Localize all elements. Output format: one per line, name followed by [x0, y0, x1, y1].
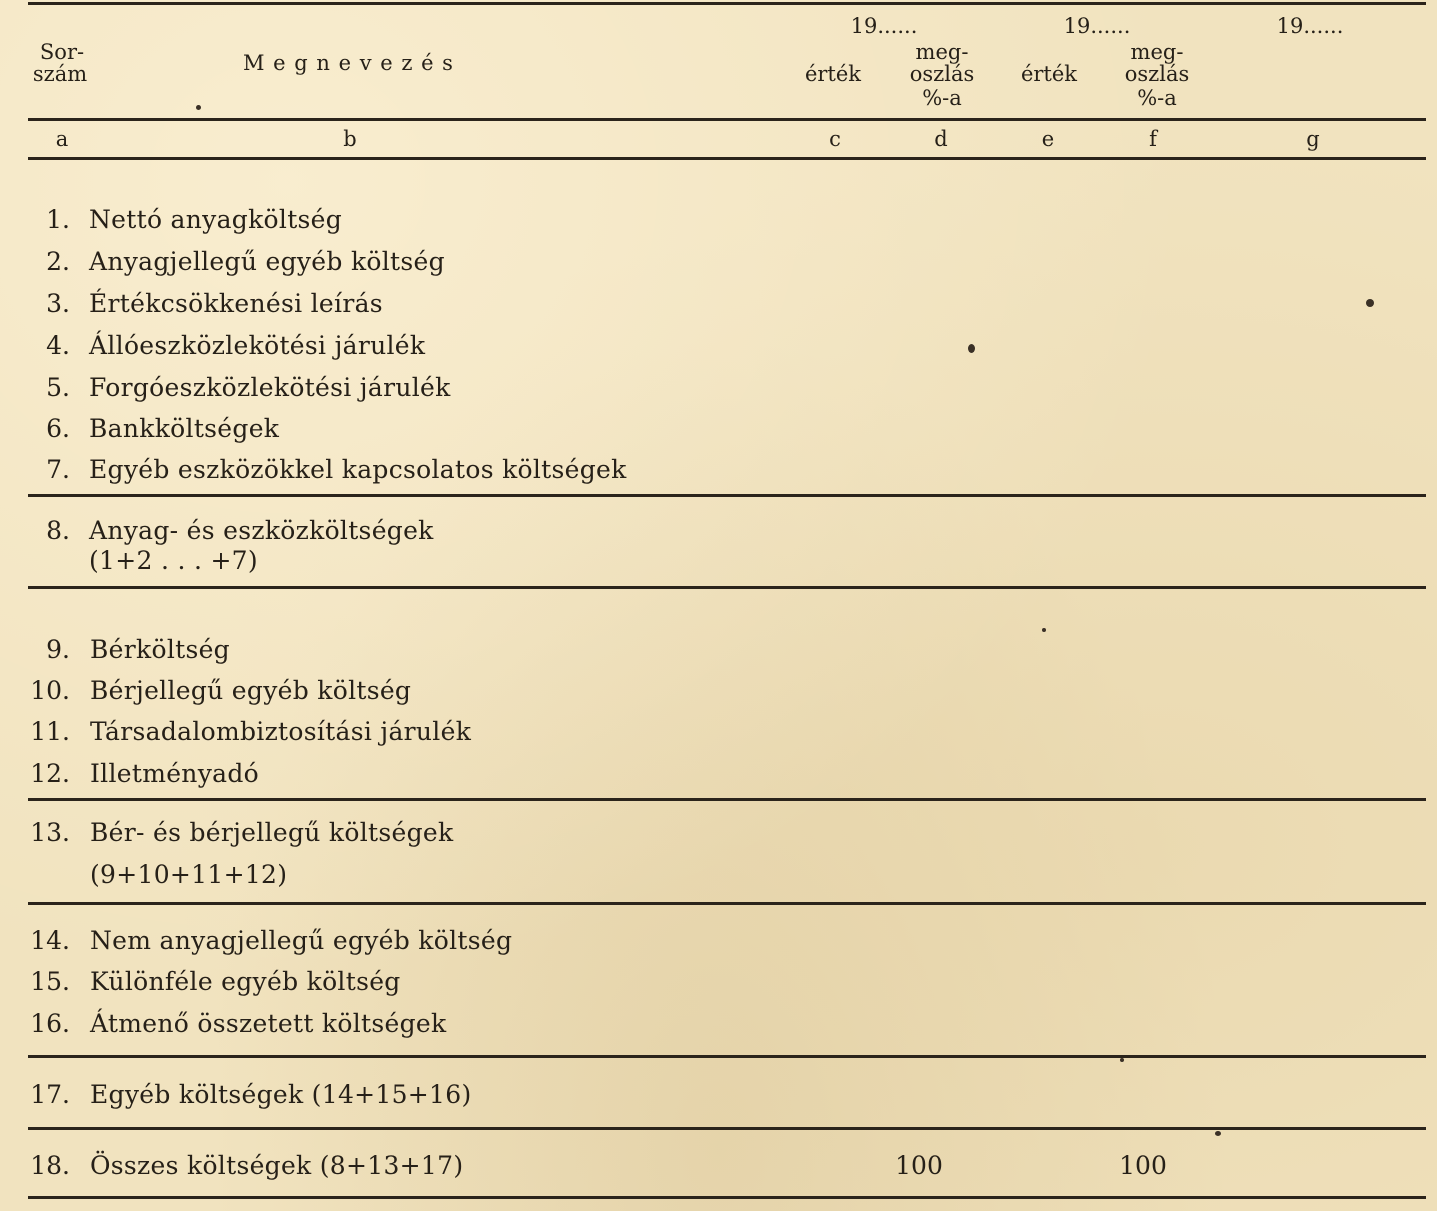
year-3: 19...... — [1276, 14, 1344, 38]
letter-e: e — [1041, 127, 1055, 151]
oszlas-2: oszlás — [1124, 62, 1190, 86]
row-label: Átmenő összetett költségek — [90, 1009, 447, 1038]
letter-a: a — [55, 127, 69, 151]
paper-speck — [968, 344, 975, 353]
row-number: 10. — [30, 676, 70, 705]
row-label: Bérköltség — [90, 635, 230, 664]
col-b-heading: M e g n e v e z é s — [243, 51, 454, 75]
row-label: Anyagjellegű egyéb költség — [89, 247, 445, 276]
group2-rule — [28, 798, 1426, 801]
row-number: 3. — [46, 289, 70, 318]
row-formula: (9+10+11+12) — [90, 860, 288, 889]
row-label: Egyéb eszközökkel kapcsolatos költségek — [89, 455, 627, 484]
letter-b: b — [343, 127, 357, 151]
group3-rule — [28, 1055, 1426, 1058]
row-label: Egyéb költségek (14+15+16) — [90, 1080, 472, 1109]
row13-rule — [28, 902, 1426, 905]
row-label: Bér- és bérjellegű költségek — [90, 818, 454, 847]
row-label: Nettó anyagköltség — [89, 205, 343, 234]
value-f-total: 100 — [1119, 1151, 1167, 1180]
paper-speck — [1120, 1058, 1124, 1062]
letter-c: c — [829, 127, 841, 151]
row-label: Összes költségek (8+13+17) — [90, 1151, 464, 1180]
row-formula: (1+2 . . . +7) — [89, 546, 258, 575]
row-number: 7. — [46, 455, 70, 484]
meg-1: meg- — [915, 40, 969, 64]
row-number: 2. — [46, 247, 70, 276]
year-1: 19...... — [850, 14, 918, 38]
row8-rule — [28, 586, 1426, 589]
pct-2: %-a — [1137, 86, 1177, 110]
letter-g: g — [1306, 127, 1320, 151]
ertek-1: érték — [804, 62, 862, 86]
row-label: Társadalombiztosítási járulék — [90, 717, 472, 746]
group1-rule — [28, 494, 1426, 497]
row-label: Állóeszközlekötési járulék — [89, 331, 426, 360]
value-d-total: 100 — [895, 1151, 943, 1180]
row-number: 5. — [46, 373, 70, 402]
row-label: Bankköltségek — [89, 414, 280, 443]
col-a-line1: Sor- — [39, 40, 85, 64]
row-label: Anyag- és eszközköltségek — [89, 516, 434, 545]
letter-f: f — [1149, 127, 1157, 151]
paper-speck — [1042, 628, 1046, 632]
row-label: Forgóeszközlekötési járulék — [89, 373, 451, 402]
row-number: 14. — [30, 926, 70, 955]
paper-speck — [1366, 299, 1374, 307]
header-rule — [28, 118, 1426, 121]
row-number: 1. — [46, 205, 70, 234]
row-label: Különféle egyéb költség — [90, 967, 401, 996]
row-number: 6. — [46, 414, 70, 443]
row17-rule — [28, 1127, 1426, 1130]
row-number: 15. — [30, 967, 70, 996]
row-label: Nem anyagjellegű egyéb költség — [90, 926, 513, 955]
row-number: 12. — [30, 759, 70, 788]
row-number: 13. — [30, 818, 70, 847]
pct-1: %-a — [922, 86, 962, 110]
row-number: 17. — [30, 1080, 70, 1109]
letter-d: d — [934, 127, 948, 151]
row-label: Illetményadó — [90, 759, 259, 788]
row-label: Értékcsökkenési leírás — [89, 289, 383, 318]
row-number: 16. — [30, 1009, 70, 1038]
oszlas-1: oszlás — [909, 62, 975, 86]
row-label: Bérjellegű egyéb költség — [90, 676, 412, 705]
ertek-2: érték — [1020, 62, 1078, 86]
row-number: 11. — [30, 717, 70, 746]
paper-speck — [196, 105, 201, 110]
top-rule — [28, 2, 1426, 5]
row-number: 18. — [30, 1151, 70, 1180]
meg-2: meg- — [1130, 40, 1184, 64]
paper-speck — [1215, 1131, 1221, 1136]
bottom-rule — [28, 1196, 1426, 1199]
row-number: 4. — [46, 331, 70, 360]
col-a-line2: szám — [32, 62, 88, 86]
row-number: 8. — [46, 516, 70, 545]
row-number: 9. — [46, 635, 70, 664]
year-2: 19...... — [1063, 14, 1131, 38]
letters-rule — [28, 157, 1426, 160]
